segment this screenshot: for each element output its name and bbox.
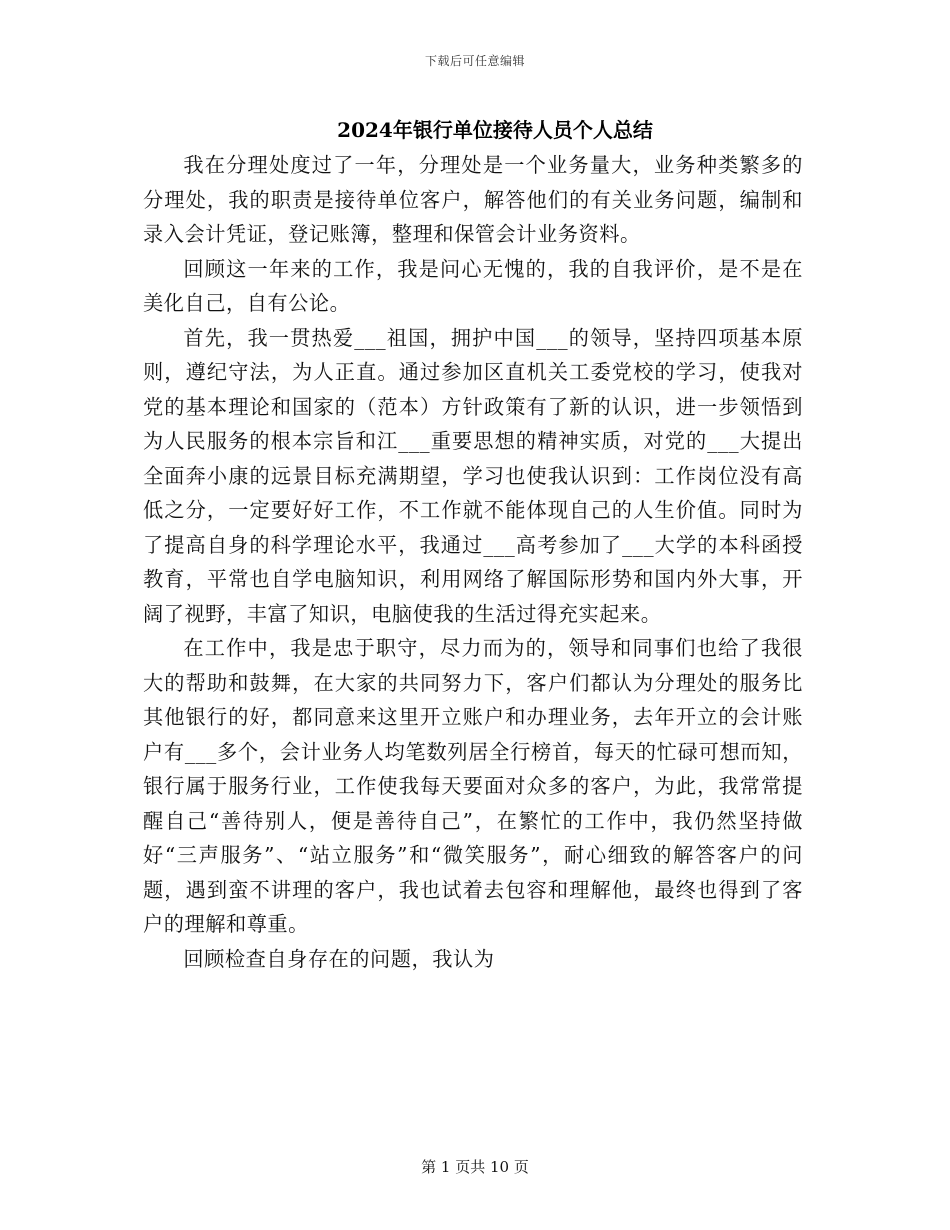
document-body xyxy=(143,148,803,976)
paragraph-1: 我在分理处度过了一年，分理处是一个业务量大，业务种类繁多的分理处，我的职责是接待单位客户，解答他们的有关业务问题，编制和录入会计凭证，登记账簿，整理和保管会计业务资料。 xyxy=(143,153,803,246)
paragraph-5: 回顾检查自身存在的问题，我认为 xyxy=(183,946,495,971)
paragraph-4: 在工作中，我是忠于职守，尽力而为的，领导和同事们也给了我很大的帮助和鼓舞，在大家的共同努力下，客户们都认为分理处的服务比其他银行的好，都同意来这里开立账户和办理业务，去年开立的会计账户有___多个，会计业务人均笔数列居全行榜首，每天的忙碌可想而知，银行属于服务行业，工作使我每天要面对众多的客户，为此，我常常提醒自己“善待别人，便是善待自己”，在繁忙的工作中，我仍然坚持做好“三声服务”、“站立服务”和“微笑服务”，耐心细致的解答客户的问题，遇到蛮不讲理的客户，我也试着去包容和理解他，最终也得到了客户的理解和尊重。 xyxy=(143,636,803,936)
page-number: 第 1 页共 10 页 xyxy=(421,1158,529,1176)
page-header-note: 下载后可任意编辑 xyxy=(424,54,525,68)
paragraph-2: 回顾这一年来的工作，我是问心无愧的，我的自我评价，是不是在美化自己，自有公论。 xyxy=(143,256,803,315)
paragraph-3: 首先，我一贯热爱___祖国，拥护中国___的领导，坚持四项基本原则，遵纪守法，为人正直。通过参加区直机关工委党校的学习，使我对党的基本理论和国家的（范本）方针政策有了新的认识，进一步领悟到为人民服务的根本宗旨和江___重要思想的精神实质，对党的___大提出全面奔小康的远景目标充满期望，学习也使我认识到：工作岗位没有高低之分，一定要好好工作，不工作就不能体现自己的人生价值。同时为了提高自身的科学理论水平，我通过___高考参加了___大学的本科函授教育，平常也自学电脑知识，利用网络了解国际形势和国内外大事，开阔了视野，丰富了知识，电脑使我的生活过得充实起来。 xyxy=(143,325,803,626)
document-title: 2024年银行单位接待人员个人总结 xyxy=(337,118,653,142)
